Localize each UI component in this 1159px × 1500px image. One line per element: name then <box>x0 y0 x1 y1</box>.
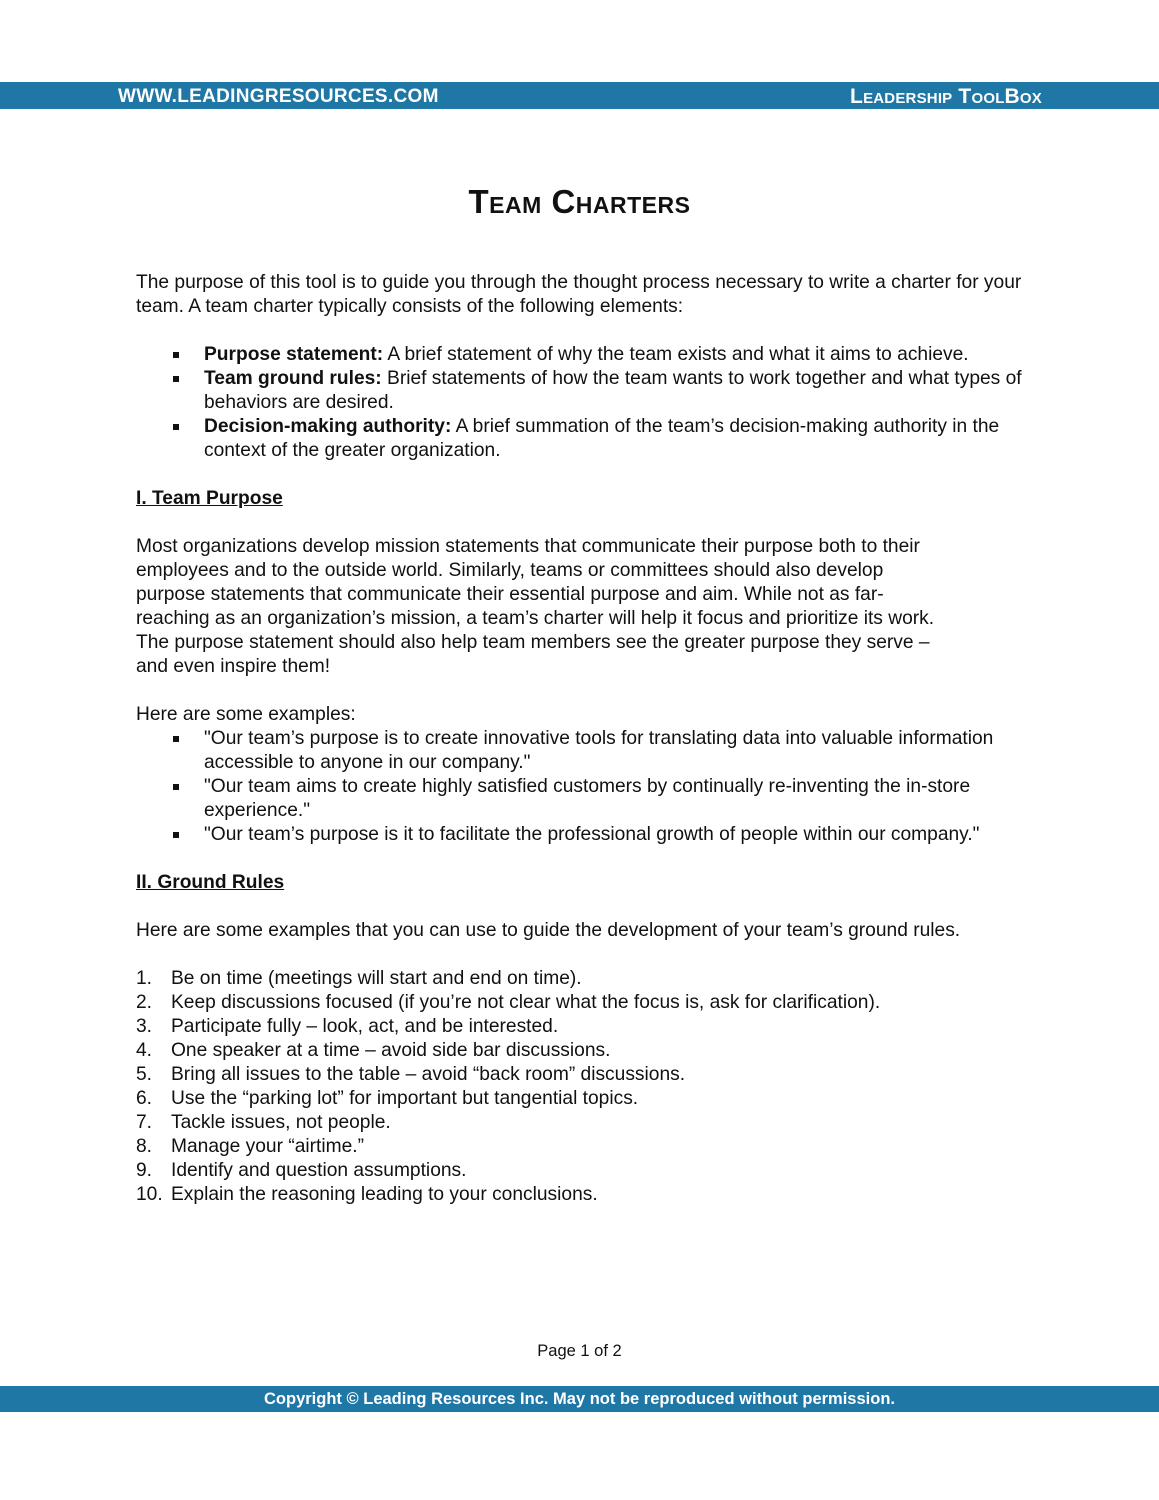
element-term: Purpose statement: <box>204 344 384 365</box>
list-item <box>136 1063 1031 1087</box>
rule-text: Tackle issues, not people. <box>171 1112 391 1133</box>
header-bar <box>0 82 1159 109</box>
paragraph-line: Most organizations develop mission statements that communicate their purpose both to their <box>136 536 920 557</box>
rule-number: 8. <box>136 1136 153 1157</box>
rule-number: 9. <box>136 1160 153 1181</box>
intro-paragraph: The purpose of this tool is to guide you through the thought process necessary to write a charter for your team. A team charter typically consists of the following elements: <box>136 272 1022 317</box>
rule-number: 7. <box>136 1112 153 1133</box>
list-item <box>136 1039 1031 1063</box>
website-link[interactable]: WWW.LEADINGRESOURCES.COM <box>118 86 439 107</box>
list-item <box>136 1015 1031 1039</box>
rule-text: Keep discussions focused (if you’re not clear what the focus is, ask for clarification). <box>171 992 881 1013</box>
paragraph-line: employees and to the outside world. Similarly, teams or committees should also develop <box>136 560 884 581</box>
section-heading-ground-rules: II. Ground Rules <box>136 872 285 893</box>
paragraph-line: and even inspire them! <box>136 656 331 677</box>
list-item: "Our team aims to create highly satisfied customers by continually re-inventing the in-store experience." <box>136 775 1031 823</box>
elements-list <box>136 343 1031 463</box>
rule-text: Explain the reasoning leading to your conclusions. <box>171 1184 598 1205</box>
paragraph-line: The purpose statement should also help team members see the greater purpose they serve – <box>136 632 930 653</box>
list-item <box>136 1135 1031 1159</box>
rule-number: 1. <box>136 968 153 989</box>
list-item: "Our team’s purpose is to create innovative tools for translating data into valuable information accessible to anyone in our company." <box>136 727 1031 775</box>
document-body <box>136 271 1031 1207</box>
element-description: A brief statement of why the team exists and what it aims to achieve. <box>383 344 969 365</box>
rule-number: 4. <box>136 1040 153 1061</box>
list-item <box>136 967 1031 991</box>
rule-text: Bring all issues to the table – avoid “back room” discussions. <box>171 1064 686 1085</box>
list-item: "Our team’s purpose is it to facilitate the professional growth of people within our company." <box>136 823 1031 847</box>
list-item <box>136 343 1031 367</box>
toolbox-label: Leadership ToolBox <box>850 85 1042 108</box>
element-term: Team ground rules: <box>204 368 382 389</box>
copyright-notice: Copyright © Leading Resources Inc. May not be reproduced without permission. <box>264 1390 895 1408</box>
rule-text: Identify and question assumptions. <box>171 1160 467 1181</box>
examples-intro: Here are some examples: <box>136 704 356 725</box>
element-description: Brief statements of how the team wants to work together and what types of behaviors are desired. <box>204 368 1022 413</box>
rule-text: Use the “parking lot” for important but tangential topics. <box>171 1088 639 1109</box>
section-heading-team-purpose: I. Team Purpose <box>136 488 283 509</box>
rule-text: Manage your “airtime.” <box>171 1136 365 1157</box>
page-title: Team Charters <box>468 183 691 220</box>
rule-text: Participate fully – look, act, and be interested. <box>171 1016 559 1037</box>
paragraph-line: purpose statements that communicate their essential purpose and aim. While not as far- <box>136 584 884 605</box>
list-item <box>136 991 1031 1015</box>
list-item <box>136 1087 1031 1111</box>
element-description: A brief summation of the team’s decision-making authority in the context of the greater organization. <box>204 416 1000 461</box>
footer-bar <box>0 1386 1159 1412</box>
rule-number: 10. <box>136 1184 163 1205</box>
list-item <box>136 367 1031 415</box>
rule-text: One speaker at a time – avoid side bar discussions. <box>171 1040 611 1061</box>
list-item <box>136 1159 1031 1183</box>
list-item <box>136 1183 1031 1207</box>
page-number: Page 1 of 2 <box>537 1342 622 1360</box>
rule-number: 6. <box>136 1088 153 1109</box>
rule-number: 5. <box>136 1064 153 1085</box>
ground-rules-intro: Here are some examples that you can use to guide the development of your team’s ground rules. <box>136 920 961 941</box>
element-term: Decision-making authority: <box>204 416 452 437</box>
examples-list <box>136 727 1031 847</box>
rule-number: 2. <box>136 992 153 1013</box>
list-item <box>136 1111 1031 1135</box>
ground-rules-list <box>136 967 1031 1207</box>
paragraph-line: reaching as an organization’s mission, a team’s charter will help it focus and prioritize its work. <box>136 608 935 629</box>
list-item <box>136 415 1031 463</box>
rule-number: 3. <box>136 1016 153 1037</box>
team-purpose-paragraph <box>136 535 1031 679</box>
rule-text: Be on time (meetings will start and end on time). <box>171 968 582 989</box>
